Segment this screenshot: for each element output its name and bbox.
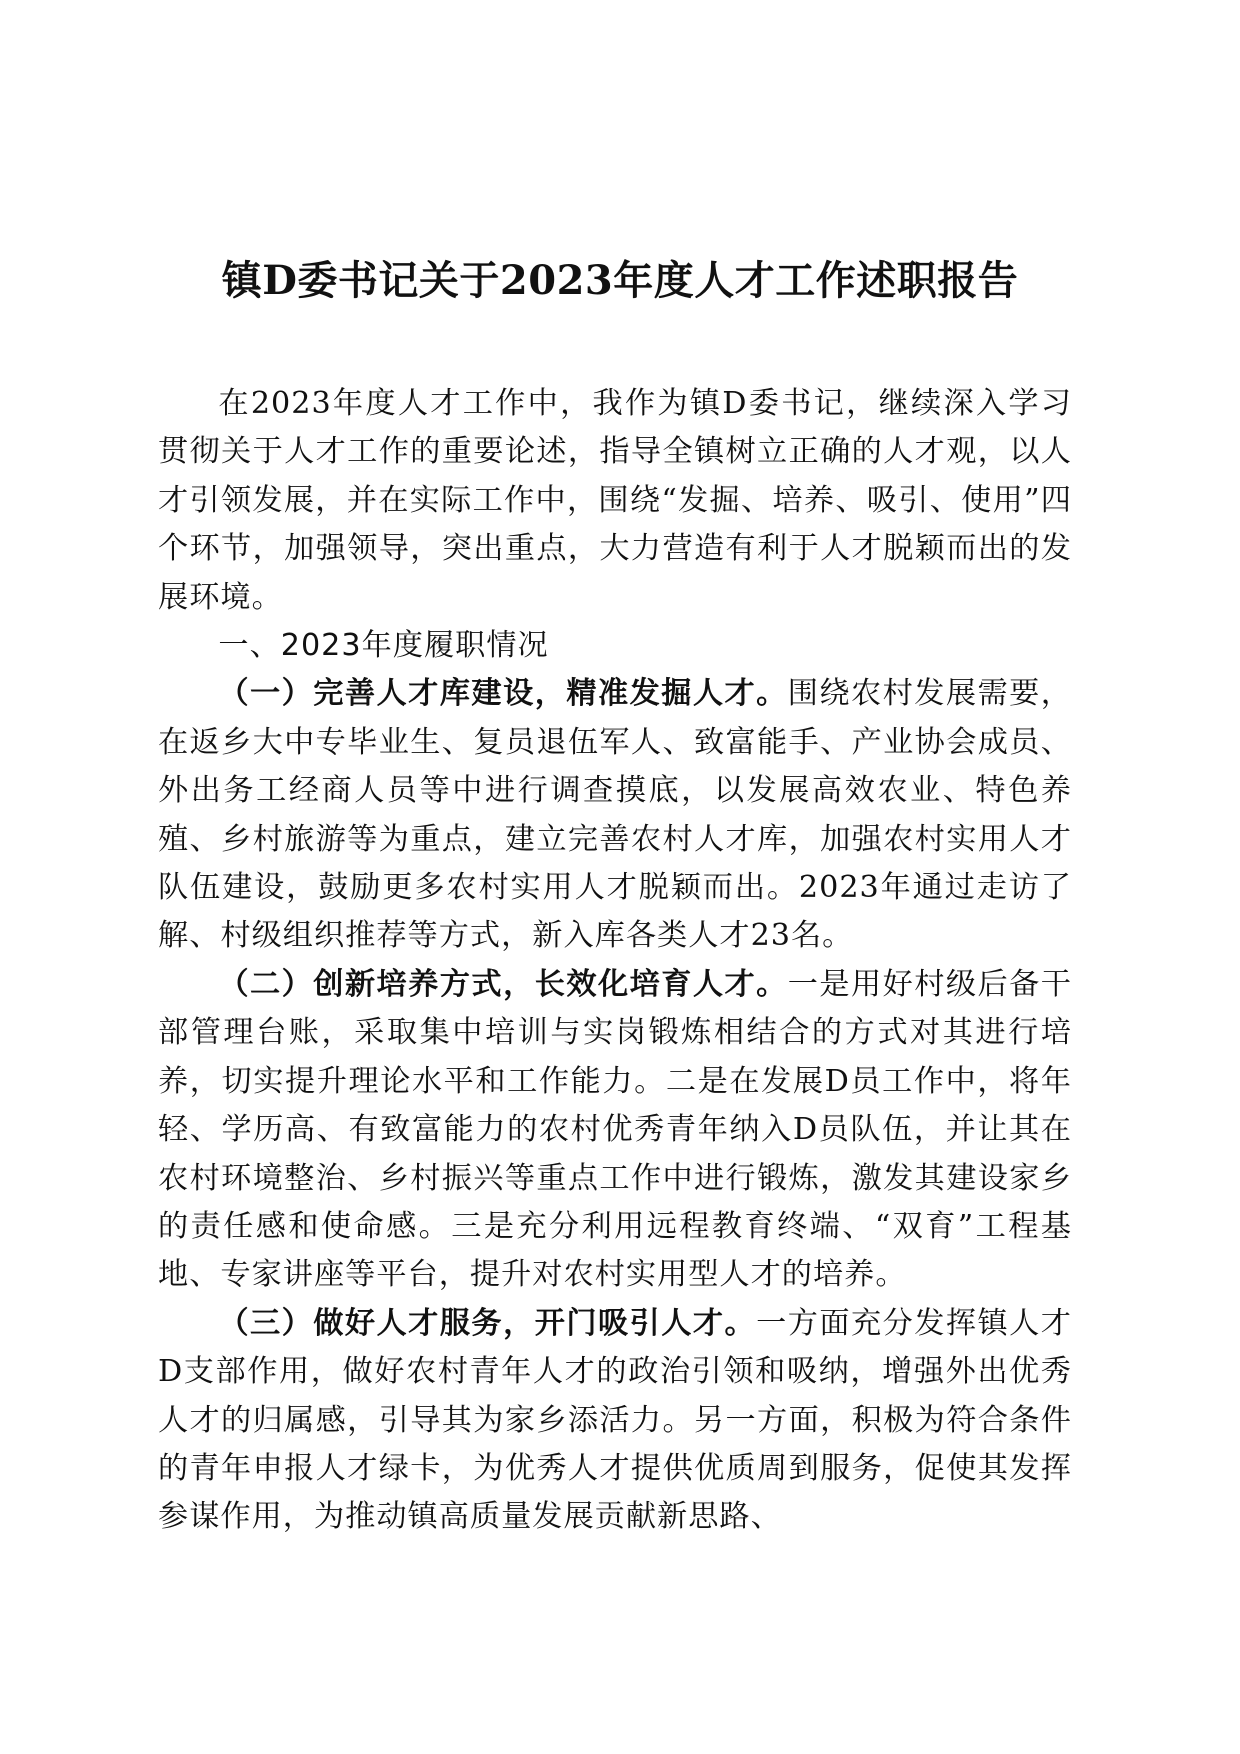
paragraph-2-lead: （二）创新培养方式，长效化培育人才。 [218, 966, 788, 1002]
paragraph-3 [158, 1300, 1072, 1542]
section-heading: 一、2023年度履职情况 [218, 628, 549, 664]
paragraph-2-text: 一是用好村级后备干部管理台账，采取集中培训与实岗锻炼相结合的方式对其进行培养，切实提升理论水平和工作能力。二是在发展D员工作中，将年轻、学历高、有致富能力的农村优秀青年纳入D员队伍，并让其在农村环境整治、乡村振兴等重点工作中进行锻炼，激发其建设家乡的责任感和使命感。三是充分利用远程教育终端、“双育”工程基地、专家讲座等平台，提升对农村实用型人才的培养。 [158, 966, 1072, 1293]
paragraph-3-text: 一方面充分发挥镇人才D支部作用，做好农村青年人才的政治引领和吸纳，增强外出优秀人才的归属感，引导其为家乡添活力。另一方面，积极为符合条件的青年申报人才绿卡，为优秀人才提供优质周到服务，促使其发挥参谋作用，为推动镇高质量发展贡献新思路、 [158, 1305, 1072, 1535]
paragraph-1-text: 围绕农村发展需要，在返乡大中专毕业生、复员退伍军人、致富能手、产业协会成员、外出务工经商人员等中进行调查摸底，以发展高效农业、特色养殖、乡村旅游等为重点，建立完善农村人才库，加强农村实用人才队伍建设，鼓励更多农村实用人才脱颖而出。2023年通过走访了解、村级组织推荐等方式，新入库各类人才23名。 [158, 676, 1072, 954]
paragraph-1-lead: （一）完善人才库建设，精准发掘人才。 [218, 676, 788, 712]
document-body [158, 380, 1072, 1542]
paragraph-1 [158, 670, 1072, 960]
paragraph-2 [158, 961, 1072, 1300]
paragraph-3-lead: （三）做好人才服务，开门吸引人才。 [218, 1305, 757, 1341]
document-title: 镇D委书记关于2023年度人才工作述职报告 [221, 257, 1019, 304]
intro-paragraph: 在2023年度人才工作中，我作为镇D委书记，继续深入学习贯彻关于人才工作的重要论述，指导全镇树立正确的人才观，以人才引领发展，并在实际工作中，围绕“发掘、培养、吸引、使用”四个环节，加强领导，突出重点，大力营造有利于人才脱颖而出的发展环境。 [158, 386, 1072, 615]
